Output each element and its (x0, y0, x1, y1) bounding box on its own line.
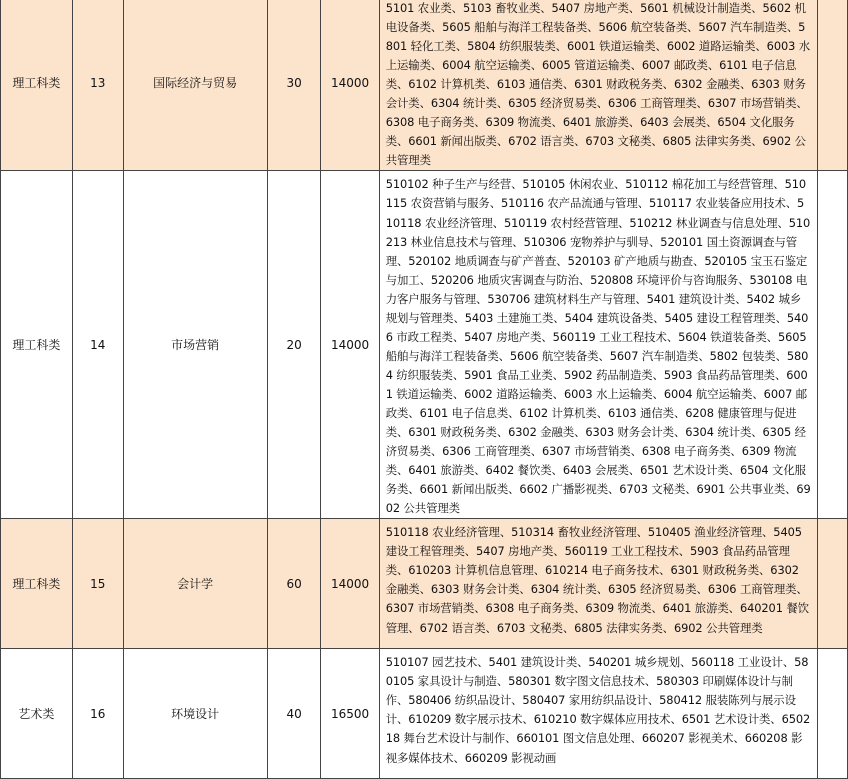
table-row (1, 171, 848, 519)
table-row (1, 0, 848, 171)
remark-cell (818, 171, 848, 519)
tuition-cell: 14000 (321, 171, 379, 519)
plan-count-cell: 30 (267, 0, 321, 171)
tuition-cell: 14000 (321, 519, 379, 649)
table-row (1, 519, 848, 649)
category-cell: 理工科类 (1, 0, 73, 171)
allowed-majors-cell: 510102 种子生产与经营、510105 休闲农业、510112 棉花加工与经营管理、510115 农资营销与服务、510116 农产品流通与管理、510117 农业装备应用技术、510118 农业经济管理、510119 农村经营管理、510212 林业调查与信息处理、510213 林业信息技术与管理、510306 宠物养护与驯导、520101 国土资源调查与管理、520102 地质调查与矿产普查、520103 矿产地质与勘查、520105 宝玉石鉴定与加工、520206 地质灾害调查与防治、520808 环境评价与咨询服务、530108 电力客户服务与管理、530706 建筑材料生产与管理、5401 建筑设计类、5402 城乡规划与管理类、5403 土建施工类、5404 建筑设备类、5405 建设工程管理类、5406 市政工程类、5407 房地产类、560119 工业工程技术、5604 铁道装备类、5605 船舶与海洋工程装备类、5606 航空装备类、5607 汽车制造类、5802 包装类、5804 纺织服装类、5901 食品工业类、5902 药品制造类、5903 食品药品管理类、6001 铁道运输类、6002 道路运输类、6003 水上运输类、6004 航空运输类、6007 邮政类、6101 电子信息类、6102 计算机类、6103 通信类、6208 健康管理与促进类、6301 财政税务类、6302 金融类、6303 财务会计类、6304 统计类、6305 经济贸易类、6306 工商管理类、6307 市场营销类、6308 电子商务类、6309 物流类、6401 旅游类、6402 餐饮类、6403 会展类、6501 艺术设计类、6504 文化服务类、6601 新闻出版类、6602 广播影视类、6703 文秘类、6901 公共事业类、6902 公共管理类 (379, 171, 817, 519)
tuition-cell: 16500 (321, 649, 379, 779)
plan-count-cell: 60 (267, 519, 321, 649)
category-cell: 艺术类 (1, 649, 73, 779)
serial-number-cell: 13 (72, 0, 123, 171)
allowed-majors-cell: 510107 园艺技术、5401 建筑设计类、540201 城乡规划、560118 工业设计、580105 家具设计与制造、580301 数字图文信息技术、580303 印刷媒体设计与制作、580406 纺织品设计、580407 家用纺织品设计、580412 服装陈列与展示设计、610209 数字展示技术、610210 数字媒体应用技术、6501 艺术设计类、650218 舞台艺术设计与制作、660101 图文信息处理、660207 影视美术、660208 影视多媒体技术、660209 影视动画 (379, 649, 817, 779)
major-name-cell: 环境设计 (123, 649, 267, 779)
remark-cell (818, 649, 848, 779)
category-cell: 理工科类 (1, 171, 73, 519)
allowed-majors-cell: 510118 农业经济管理、510314 畜牧业经济管理、510405 渔业经济管理、5405 建设工程管理类、5407 房地产类、560119 工业工程技术、5903 食品药品管理类、610203 计算机信息管理、610214 电子商务技术、6301 财政税务类、6302 金融类、6303 财务会计类、6304 统计类、6305 经济贸易类、6306 工商管理类、6307 市场营销类、6308 电子商务类、6309 物流类、6401 旅游类、640201 餐饮管理、6702 语言类、6703 文秘类、6805 法律实务类、6902 公共管理类 (379, 519, 817, 649)
remark-cell (818, 519, 848, 649)
remark-cell (818, 0, 848, 171)
tuition-cell: 14000 (321, 0, 379, 171)
serial-number-cell: 14 (72, 171, 123, 519)
plan-count-cell: 40 (267, 649, 321, 779)
plan-count-cell: 20 (267, 171, 321, 519)
category-cell: 理工科类 (1, 519, 73, 649)
major-name-cell: 会计学 (123, 519, 267, 649)
table-row (1, 649, 848, 779)
major-name-cell: 国际经济与贸易 (123, 0, 267, 171)
allowed-majors-cell: 5101 农业类、5103 畜牧业类、5407 房地产类、5601 机械设计制造类、5602 机电设备类、5605 船舶与海洋工程装备类、5606 航空装备类、5607 汽车制造类、5801 轻化工类、5804 纺织服装类、6001 铁道运输类、6002 道路运输类、6003 水上运输类、6004 航空运输类、6005 管道运输类、6007 邮政类、6101 电子信息类、6102 计算机类、6103 通信类、6301 财政税务类、6302 金融类、6303 财务会计类、6304 统计类、6305 经济贸易类、6306 工商管理类、6307 市场营销类、6308 电子商务类、6309 物流类、6401 旅游类、6403 会展类、6504 文化服务类、6601 新闻出版类、6702 语言类、6703 文秘类、6805 法律实务类、6902 公共管理类 (379, 0, 817, 171)
serial-number-cell: 16 (72, 649, 123, 779)
major-name-cell: 市场营销 (123, 171, 267, 519)
serial-number-cell: 15 (72, 519, 123, 649)
